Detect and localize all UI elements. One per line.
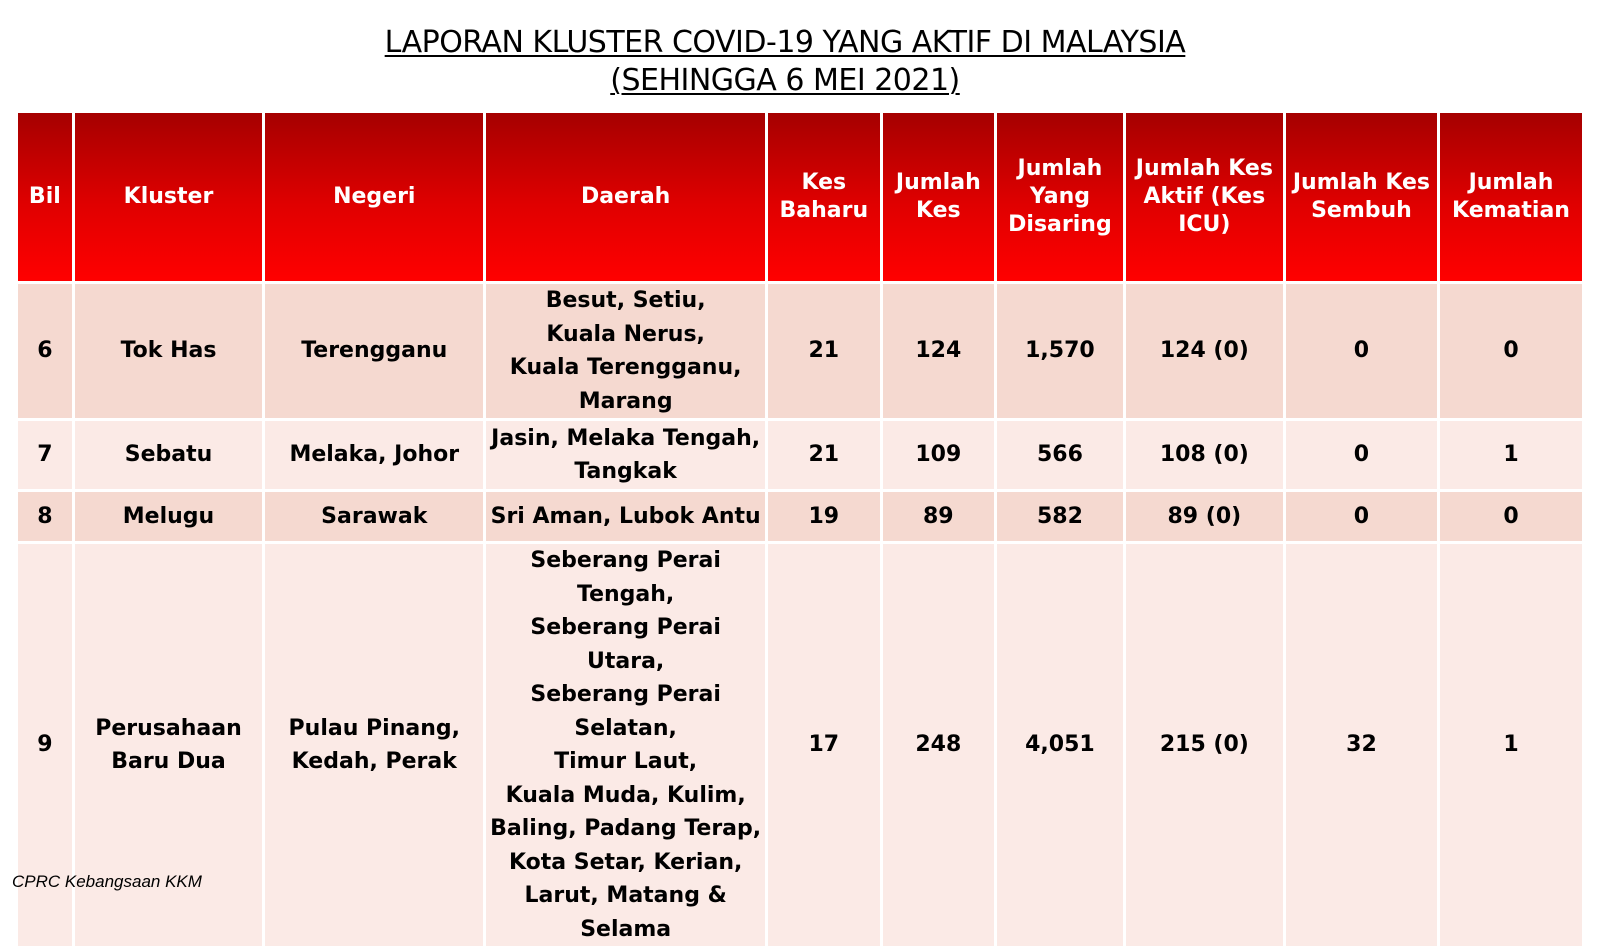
header-jumlah-kematian: Jumlah Kematian: [1440, 113, 1582, 281]
cell-kes-baharu: 21: [768, 284, 880, 418]
cell-jumlah-kes-aktif: 215 (0): [1126, 544, 1283, 946]
header-jumlah-kes-sembuh: Jumlah Kes Sembuh: [1286, 113, 1437, 281]
cell-jumlah-kes: 124: [883, 284, 995, 418]
cell-jumlah-kes: 109: [883, 421, 995, 489]
cell-jumlah-kematian: 0: [1440, 284, 1582, 418]
cell-jumlah-disaring: 566: [997, 421, 1123, 489]
cell-jumlah-kes: 89: [883, 492, 995, 541]
header-jumlah-disaring: Jumlah Yang Disaring: [997, 113, 1123, 281]
cell-jumlah-kematian: 0: [1440, 492, 1582, 541]
cell-negeri: Terengganu: [265, 284, 483, 418]
header-jumlah-kes-aktif: Jumlah Kes Aktif (Kes ICU): [1126, 113, 1283, 281]
cell-jumlah-kes-sembuh: 0: [1286, 492, 1437, 541]
cell-daerah: Sri Aman, Lubok Antu: [486, 492, 765, 541]
cell-negeri: Melaka, Johor: [265, 421, 483, 489]
cell-bil: 9: [18, 544, 72, 946]
cell-kluster: Perusahaan Baru Dua: [75, 544, 263, 946]
cell-bil: 7: [18, 421, 72, 489]
cell-kes-baharu: 17: [768, 544, 880, 946]
cell-jumlah-disaring: 4,051: [997, 544, 1123, 946]
header-row: [18, 113, 1582, 281]
table-row: [18, 544, 1582, 946]
cell-daerah: Jasin, Melaka Tengah, Tangkak: [486, 421, 765, 489]
title-line-1: LAPORAN KLUSTER COVID-19 YANG AKTIF DI MALAYSIA: [384, 25, 1186, 60]
header-negeri: Negeri: [265, 113, 483, 281]
cell-jumlah-kematian: 1: [1440, 544, 1582, 946]
header-kluster: Kluster: [75, 113, 263, 281]
table-row: [18, 421, 1582, 489]
table-row: [18, 492, 1582, 541]
cell-jumlah-disaring: 582: [997, 492, 1123, 541]
cell-jumlah-kes-aktif: 108 (0): [1126, 421, 1283, 489]
cell-jumlah-kes-sembuh: 0: [1286, 421, 1437, 489]
cell-bil: 6: [18, 284, 72, 418]
table-row: [18, 284, 1582, 418]
cell-bil: 8: [18, 492, 72, 541]
cell-kluster: Melugu: [75, 492, 263, 541]
cell-kluster: Sebatu: [75, 421, 263, 489]
cell-daerah: Besut, Setiu, Kuala Nerus, Kuala Terengganu, Marang: [486, 284, 765, 418]
title-line-2: (SEHINGGA 6 MEI 2021): [610, 63, 960, 98]
cell-jumlah-kes-aktif: 124 (0): [1126, 284, 1283, 418]
cell-negeri: Pulau Pinang, Kedah, Perak: [265, 544, 483, 946]
cell-jumlah-disaring: 1,570: [997, 284, 1123, 418]
cell-jumlah-kes-aktif: 89 (0): [1126, 492, 1283, 541]
cell-jumlah-kes-sembuh: 0: [1286, 284, 1437, 418]
cell-jumlah-kes: 248: [883, 544, 995, 946]
cell-kluster: Tok Has: [75, 284, 263, 418]
cell-kes-baharu: 21: [768, 421, 880, 489]
cluster-table: [15, 110, 1585, 949]
header-daerah: Daerah: [486, 113, 765, 281]
cell-jumlah-kematian: 1: [1440, 421, 1582, 489]
cell-jumlah-kes-sembuh: 32: [1286, 544, 1437, 946]
source-credit: CPRC Kebangsaan KKM: [12, 872, 202, 891]
header-bil: Bil: [18, 113, 72, 281]
cell-daerah: Seberang Perai Tengah, Seberang Perai Utara, Seberang Perai Selatan, Timur Laut, Kuala Muda, Kulim, Baling, Padang Terap, Kota Setar, Kerian, Larut, Matang & Selama: [486, 544, 765, 946]
header-jumlah-kes: Jumlah Kes: [883, 113, 995, 281]
cell-negeri: Sarawak: [265, 492, 483, 541]
report-title: [0, 24, 1570, 100]
header-kes-baharu: Kes Baharu: [768, 113, 880, 281]
cell-kes-baharu: 19: [768, 492, 880, 541]
